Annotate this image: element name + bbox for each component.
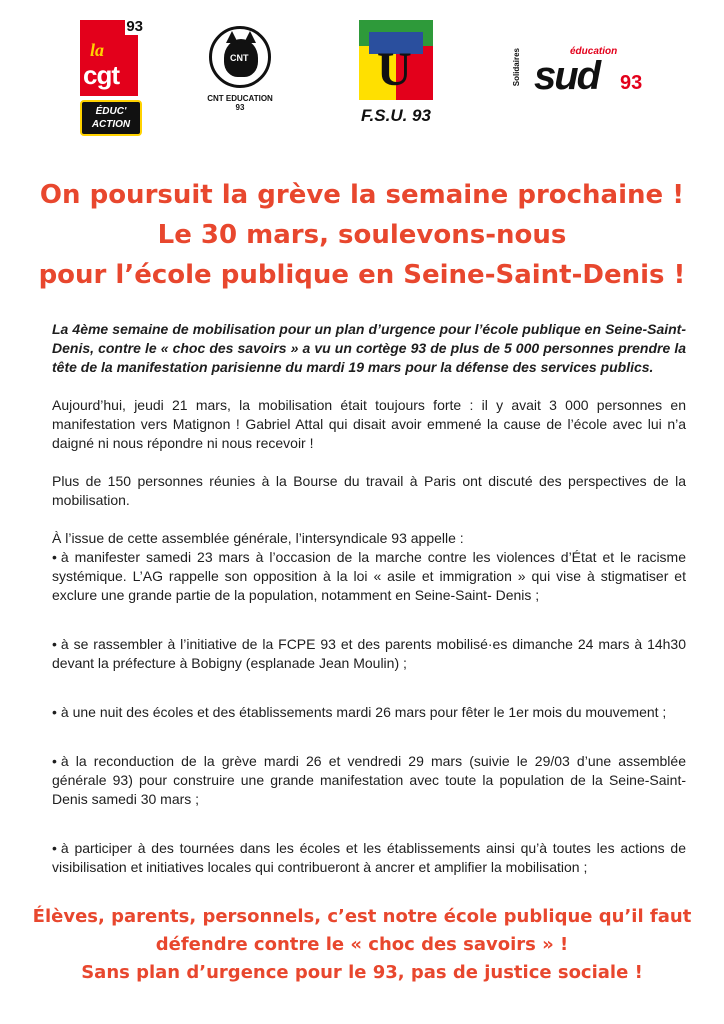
list-item [52, 752, 686, 809]
sud-number: 93 [620, 72, 643, 94]
list-item-text: à participer à des tournées dans les écoles et les établissements ainsi qu’à toutes les actions de visibilisation et initiatives locales qui contribueront à ancrer et amplifier la mobilisation ; [52, 840, 686, 875]
closing-line: Sans plan d’urgence pour le 93, pas de justice sociale ! [81, 962, 643, 983]
bullet-icon: • [52, 840, 57, 856]
headline-line: pour l’école publique en Seine-Saint-Denis ! [38, 260, 686, 290]
bullet-icon: • [52, 636, 57, 652]
cat-shape [224, 39, 258, 77]
list-item-text: à se rassembler à l’initiative de la FCPE 93 et des parents mobilisé·es dimanche 24 mars à 14h30 devant la préfecture à Bobigny (esplanade Jean Moulin) ; [52, 636, 686, 671]
bullet-icon: • [52, 753, 57, 769]
paragraph: Aujourd’hui, jeudi 21 mars, la mobilisation était toujours forte : il y avait 3 000 personnes en manifestation vers Matignon ! Gabriel Attal qui disait avoir emmené la cause de l’école avec lui n’a daigné ni nous répondre ni nous recevoir ! [52, 397, 686, 451]
fsu-logo [356, 20, 436, 132]
solidaires-text: Solidaires [512, 48, 521, 87]
cgt-text: cgt [83, 60, 119, 90]
headline-line: Le 30 mars, soulevons-nous [157, 220, 567, 250]
fsu-u-mark: U [377, 43, 412, 96]
sud-education-text: éducation [570, 46, 618, 57]
list-item-text: à une nuit des écoles et des établissements mardi 26 mars pour fêter le 1er mois du mouvement ; [60, 704, 667, 720]
educ-text: ÉDUC' [95, 106, 127, 117]
appeal-intro: À l’issue de cette assemblée générale, l’intersyndicale 93 appelle : [52, 530, 464, 546]
sud-education-logo [512, 42, 652, 102]
intro-paragraph: La 4ème semaine de mobilisation pour un plan d’urgence pour l’école publique en Seine-Saint- Denis, contre le « choc des savoirs » a vu un cortège 93 de plus de 5 000 personnes prendre la tête de la manifestation parisienne du mardi 19 mars pour la défense des services publics. [52, 321, 686, 375]
cnt-education-logo [205, 26, 275, 116]
cgt-number: 93 [126, 18, 143, 35]
logo-bar [0, 18, 724, 148]
cnt-label: CNT EDUCATION 93 [207, 94, 273, 112]
closing-statement [20, 903, 704, 987]
list-item [52, 703, 686, 722]
cgt-educ-action-logo [80, 20, 142, 138]
appeal-list [52, 548, 686, 877]
fsu-color-block [359, 20, 433, 100]
black-cat-icon [209, 26, 271, 88]
headline [20, 175, 704, 295]
action-text: ACTION [91, 119, 131, 130]
cgt-red-block [80, 18, 143, 96]
body-text [52, 320, 686, 907]
list-item-text: à la reconduction de la grève mardi 26 et vendredi 29 mars (suivie le 29/03 d’une assemblée générale 93) pour construire une grande manifestation avec toute la population de la Seine-Saint-Denis samedi 30 mars ; [52, 753, 686, 807]
list-item-text: à manifester samedi 23 mars à l’occasion de la marche contre les violences d’État et le racisme systémique. L’AG rappelle son opposition à la loi « asile et immigration » qui vise à stigmatiser et exclure une grande partie de la population, notamment en Seine-Saint- Denis ; [52, 549, 686, 603]
bullet-icon: • [52, 549, 57, 565]
list-item [52, 635, 686, 673]
cgt-la-text: la [90, 40, 105, 60]
closing-line: défendre contre le « choc des savoirs » ! [155, 934, 569, 955]
bullet-icon: • [52, 704, 57, 720]
sud-text: sud [534, 54, 600, 98]
list-item [52, 839, 686, 877]
headline-line: On poursuit la grève la semaine prochaine ! [39, 180, 685, 210]
educ-action-badge [80, 100, 142, 136]
paragraph: Plus de 150 personnes réunies à la Bourse du travail à Paris ont discuté des perspectives de la mobilisation. [52, 473, 686, 508]
list-item [52, 548, 686, 605]
cnt-mark: CNT [230, 53, 249, 63]
fsu-label: F.S.U. 93 [361, 106, 431, 125]
closing-line: Élèves, parents, personnels, c’est notre école publique qu’il faut [32, 906, 692, 927]
